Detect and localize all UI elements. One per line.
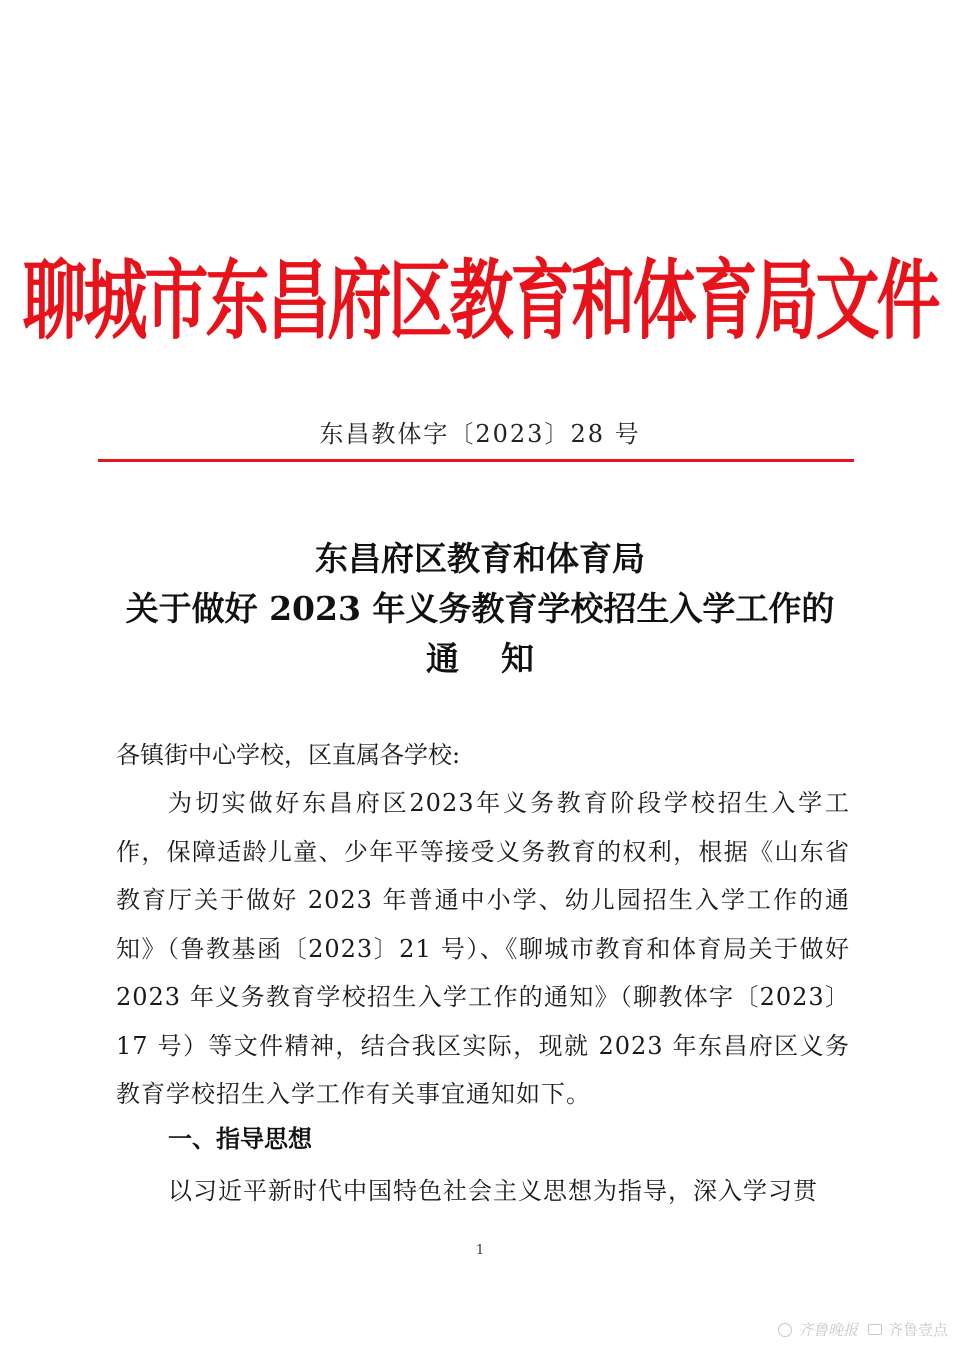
salutation: 各镇街中心学校，区直属各学校: — [116, 741, 461, 769]
notice-title — [0, 534, 960, 684]
title-line-3: 通知 — [426, 639, 576, 678]
section-heading-1: 一、指导思想 — [168, 1125, 312, 1153]
body-paragraph-2: 以习近平新时代中国特色社会主义思想为指导，深入学习贯 — [168, 1177, 818, 1205]
watermark-text-2: 齐鲁壹点 — [887, 1321, 948, 1339]
body-paragraph-1: 为切实做好东昌府区2023年义务教育阶段学校招生入学工作，保障适龄儿童、少年平等接受义务教育的权利，根据《山东省教育厅关于做好 2023 年普通中小学、幼儿园招生入学工作的通知》（鲁教基函〔2023〕21 号）、《聊城市教育和体育局关于做好 2023 年义务教育学校招生入学工作的通知》（聊教体字〔2023〕17 号）等文件精神，结合我区实际，现就 2023 年东昌府区义务教育学校招生入学工作有关事宜通知如下。 — [116, 789, 850, 1108]
watermark — [778, 1319, 948, 1340]
masthead-title: 聊城市东昌府区教育和体育局文件 — [22, 252, 938, 353]
red-divider — [98, 459, 854, 462]
title-line-1: 东昌府区教育和体育局 — [315, 539, 645, 578]
watermark-circle-icon — [778, 1323, 792, 1337]
document-number: 东昌教体字〔2023〕28 号 — [319, 420, 641, 448]
page-number: 1 — [475, 1243, 485, 1258]
watermark-box-icon — [868, 1324, 882, 1335]
watermark-text-1: 齐鲁晚报 — [797, 1321, 858, 1339]
title-line-2: 关于做好 2023 年义务教育学校招生入学工作的 — [125, 589, 835, 628]
